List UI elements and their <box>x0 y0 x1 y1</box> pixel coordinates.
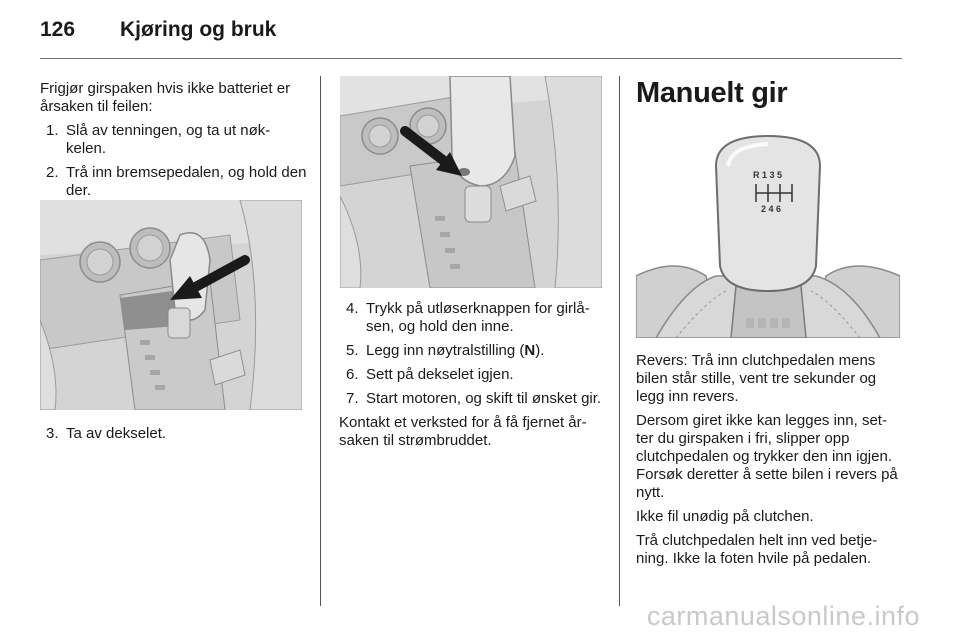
list-item: 1. Slå av tenningen, og ta ut nøk-kelen. <box>46 122 271 157</box>
release-button-illustration <box>340 76 602 288</box>
section-title: Kjøring og bruk <box>120 18 277 41</box>
column-2 <box>340 300 608 450</box>
column-1-bottom <box>40 425 308 449</box>
gear-knob-illustration <box>636 126 900 338</box>
header-divider <box>40 58 902 59</box>
manual-gear-heading: Manuelt gir <box>636 77 788 109</box>
intro-text: Frigjør girspaken hvis ikke batteriet er årsaken til feilen: <box>40 80 291 115</box>
gear-knob-top-label: R 1 3 5 <box>753 170 783 180</box>
column-divider-2 <box>619 76 620 606</box>
list-item: 3. Ta av dekselet. <box>46 425 167 442</box>
list-item: 2. Trå inn bremsepedalen, og hold den der. <box>46 164 307 199</box>
clutch-paragraph: Ikke fil unødig på clutchen. <box>636 508 814 525</box>
page-number: 126 <box>40 18 76 41</box>
console-cover-illustration <box>40 200 302 410</box>
column-3-text <box>636 352 902 574</box>
gear-knob-bottom-label: 2 4 6 <box>761 204 782 214</box>
retry-paragraph: Dersom giret ikke kan legges inn, set-ter du girspaken i fri, slipper opp clutchpedalen og trykker den inn igjen. Forsøk deretter å sette bilen i revers på nytt. <box>636 412 898 501</box>
list-item: 6. Sett på dekselet igjen. <box>346 366 514 383</box>
steps-list-1b <box>40 425 308 443</box>
outro-text: Kontakt et verksted for å få fjernet år-saken til strømbruddet. <box>339 414 587 449</box>
steps-list-2 <box>340 300 608 408</box>
pedal-paragraph: Trå clutchpedalen helt inn ved betje-ning. Ikke la foten hvile på pedalen. <box>636 532 878 567</box>
reverse-paragraph: Revers: Trå inn clutchpedalen mens bilen står stille, vent tre sekunder og legg inn revers. <box>636 352 877 405</box>
list-item: 7. Start motoren, og skift til ønsket gir. <box>346 390 602 407</box>
list-item: 5. Legg inn nøytralstilling (N). <box>346 342 545 359</box>
neutral-gear-label: N <box>524 342 536 359</box>
watermark: carmanualsonline.info <box>646 601 920 631</box>
steps-list-1 <box>40 122 308 200</box>
column-1 <box>40 80 308 206</box>
column-3 <box>636 76 902 110</box>
list-item: 4. Trykk på utløserknappen for girlå-sen, og hold den inne. <box>346 300 590 335</box>
page-header <box>40 18 276 48</box>
column-divider-1 <box>320 76 321 606</box>
